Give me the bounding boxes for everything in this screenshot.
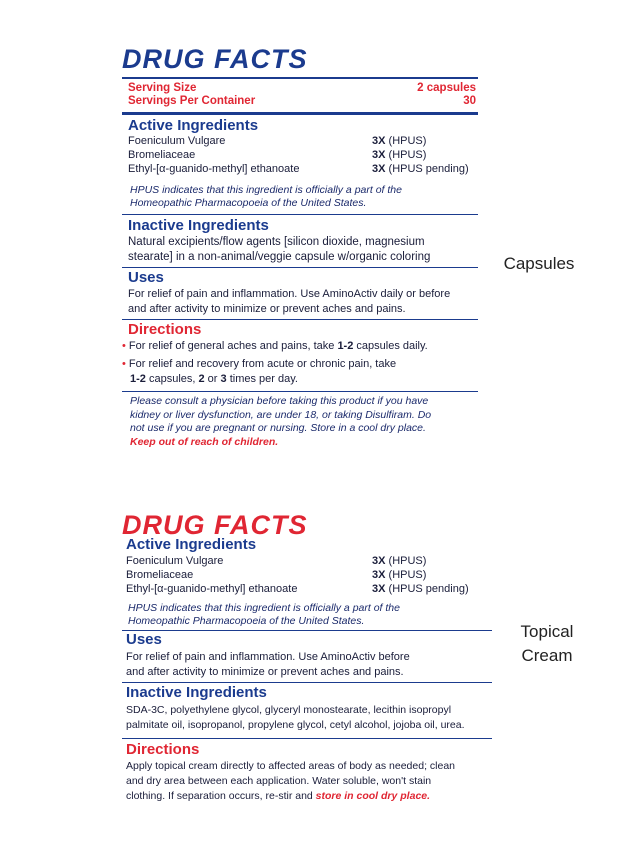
capsules-drug-facts-panel (122, 44, 478, 464)
ingredient-strength (372, 149, 426, 161)
hpus-note (130, 184, 402, 210)
ingredient-strength (372, 135, 426, 147)
dir-text: capsules daily. (353, 340, 428, 352)
potency: 3X (372, 583, 386, 595)
uses-heading: Uses (128, 269, 164, 286)
text-line: and after activity to minimize or prevent aches and pains. (128, 303, 406, 315)
ingredient-name: Ethyl-[α-guanido-methyl] ethanoate (126, 583, 298, 595)
divider (122, 214, 478, 215)
potency: 3X (372, 163, 386, 175)
directions-heading: Directions (128, 321, 202, 338)
warning-text (130, 395, 431, 449)
ingredient-strength (372, 163, 469, 175)
dir-text: For relief of general aches and pains, take (128, 340, 338, 352)
divider (122, 267, 478, 268)
hpus-note-line: HPUS indicates that this ingredient is officially a part of the (130, 184, 402, 196)
text-line: Apply topical cream directly to affected areas of body as needed; clean (126, 760, 456, 772)
text-line: palmitate oil, isopropanol, propylene glycol, cetyl alcohol, jojoba oil, urea. (126, 719, 465, 731)
active-ingredients-heading: Active Ingredients (128, 117, 259, 134)
text-line: stearate] in a non-animal/veggie capsule w/organic coloring (128, 251, 431, 263)
inactive-ingredients-heading: Inactive Ingredients (128, 217, 269, 234)
dir-text: For relief and recovery from acute or chronic pain, take (128, 358, 397, 370)
potency: 3X (372, 135, 386, 147)
serving-size-label: Serving Size (128, 82, 197, 94)
ingredient-strength (372, 583, 469, 595)
cream-side-label (505, 620, 589, 668)
text-line: SDA-3C, polyethylene glycol, glyceryl monostearate, lecithin isopropyl (126, 704, 452, 716)
direction-item (122, 339, 428, 354)
text-line: For relief of pain and inflammation. Use AminoActiv daily or before (128, 288, 451, 300)
hpus-note-line: HPUS indicates that this ingredient is officially a part of the (128, 602, 400, 614)
unit: (HPUS) (388, 555, 427, 567)
side-label-line: Topical (520, 622, 574, 641)
dir-text: times per day. (226, 373, 298, 385)
divider (122, 112, 478, 115)
uses-text (126, 650, 492, 680)
ingredient-name: Bromeliaceae (128, 149, 196, 161)
unit: (HPUS) (388, 149, 427, 161)
text-line: For relief of pain and inflammation. Use AminoActiv before (126, 651, 410, 663)
dir-text: or (204, 373, 221, 385)
capsules-side-label: Capsules (503, 254, 575, 273)
cream-drug-facts-panel (122, 510, 492, 810)
text-line: and after activity to minimize or prevent aches and pains. (126, 666, 404, 678)
divider (122, 682, 492, 683)
side-label-line: Cream (521, 646, 573, 665)
divider (122, 391, 478, 392)
cream-title: DRUG FACTS (122, 510, 308, 540)
dir-bold: 1-2 (337, 340, 354, 352)
ingredient-strength (372, 555, 426, 567)
uses-heading: Uses (126, 631, 162, 648)
ingredient-name: Foeniculum Vulgare (126, 555, 224, 567)
warning-line: kidney or liver dysfunction, are under 18, or taking Disulfiram. Do (130, 408, 432, 421)
warning-line: not use if you are pregnant or nursing. Store in a cool dry place. (130, 422, 426, 434)
potency: 3X (372, 149, 386, 161)
hpus-note-line: Homeopathic Pharmacopoeia of the United States. (130, 197, 367, 209)
serving-size-value: 2 capsules (417, 82, 476, 94)
dir-text: capsules, (145, 373, 199, 385)
direction-item (122, 357, 396, 372)
bullet-icon: • (122, 340, 126, 352)
uses-text (128, 287, 484, 317)
unit: (HPUS pending) (388, 583, 469, 595)
direction-item-continued (130, 372, 298, 387)
text-line: and dry area between each application. Water soluble, won't stain (126, 775, 432, 787)
divider (122, 738, 492, 739)
servings-per-container-label: Servings Per Container (128, 95, 256, 107)
capsules-title: DRUG FACTS (122, 44, 308, 74)
potency: 3X (372, 569, 386, 581)
dir-bold: 2 (198, 373, 205, 385)
divider (122, 77, 478, 79)
bullet-icon: • (122, 358, 126, 370)
hpus-note (128, 602, 400, 628)
ingredient-name: Foeniculum Vulgare (128, 135, 226, 147)
hpus-note-line: Homeopathic Pharmacopoeia of the United States. (128, 615, 365, 627)
dir-bold: 3 (220, 373, 227, 385)
unit: (HPUS) (388, 135, 427, 147)
divider (122, 630, 492, 631)
inactive-ingredients-heading: Inactive Ingredients (126, 684, 267, 701)
active-ingredients-heading: Active Ingredients (126, 536, 257, 553)
ingredient-name: Ethyl-[α-guanido-methyl] ethanoate (128, 163, 300, 175)
ingredient-strength (372, 569, 426, 581)
servings-per-container-value: 30 (463, 95, 476, 107)
dir-bold: 1-2 (130, 373, 146, 385)
inactive-ingredients-text (126, 703, 496, 733)
directions-text (126, 759, 492, 804)
divider (122, 319, 478, 320)
keep-out-of-reach: Keep out of reach of children. (130, 435, 279, 448)
dir-text: clothing. If separation occurs, re-stir and (126, 790, 316, 802)
store-cool-dry: store in cool dry place. (315, 790, 431, 802)
potency: 3X (372, 555, 386, 567)
directions-heading: Directions (126, 741, 200, 758)
unit: (HPUS) (388, 569, 427, 581)
inactive-ingredients-text (128, 235, 480, 265)
warning-line: Please consult a physician before taking this product if you have (130, 395, 429, 407)
text-line: Natural excipients/flow agents [silicon dioxide, magnesium (128, 236, 425, 248)
ingredient-name: Bromeliaceae (126, 569, 194, 581)
text-line (126, 789, 492, 804)
unit: (HPUS pending) (388, 163, 469, 175)
